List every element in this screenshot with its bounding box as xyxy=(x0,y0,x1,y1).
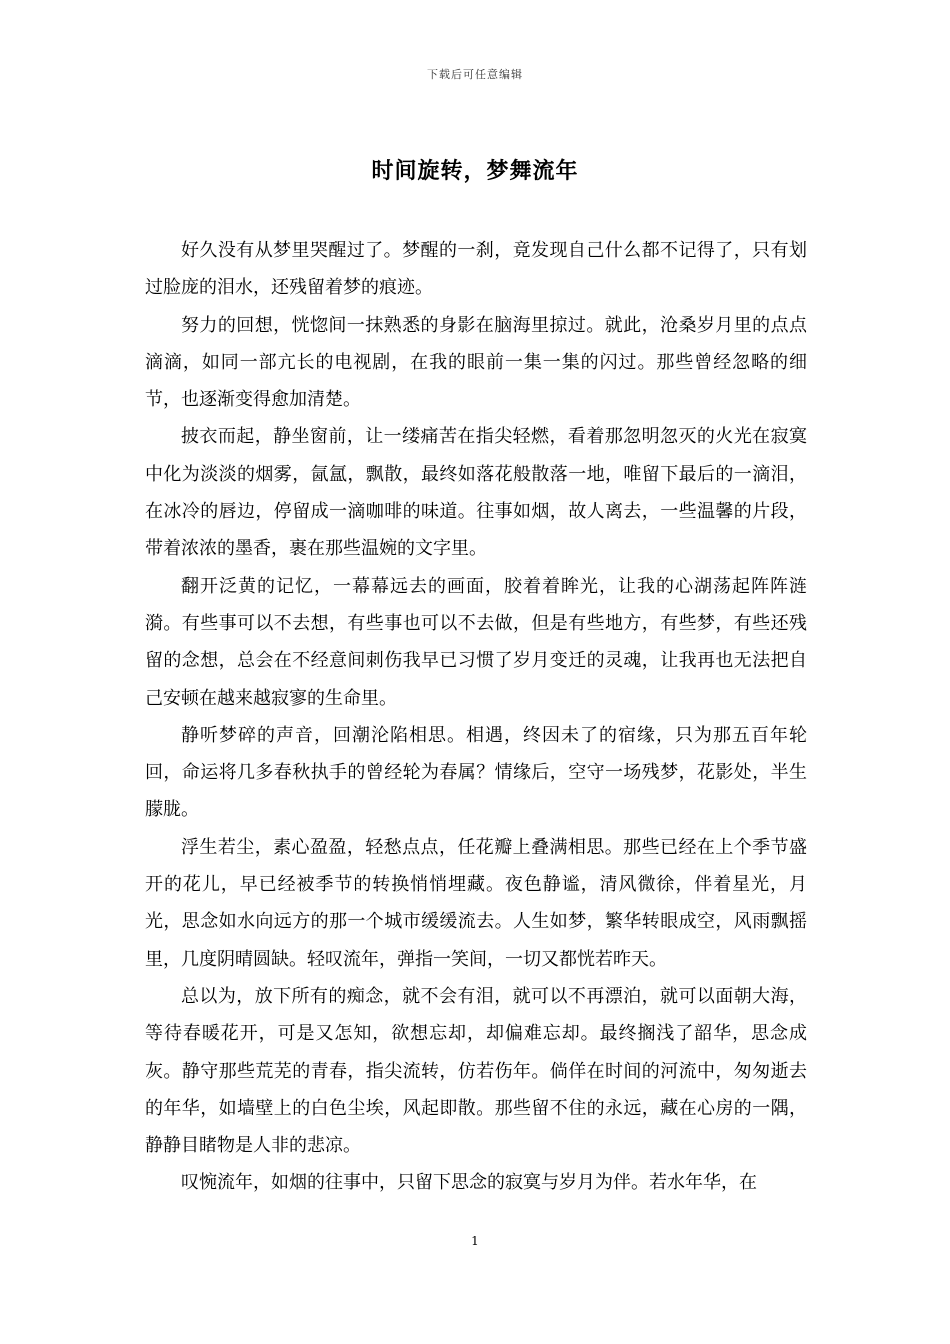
page-header: 下载后可任意编辑 xyxy=(427,68,523,81)
paragraph: 披衣而起，静坐窗前，让一缕痛苦在指尖轻燃，看着那忽明忽灭的火光在寂寞中化为淡淡的烟雾，氤氲，飘散，最终如落花般散落一地，唯留下最后的一滴泪，在冰冷的唇边，停留成一滴咖啡的味道。往事如烟，故人离去，一些温馨的片段，带着浓浓的墨香，裹在那些温婉的文字里。 xyxy=(145,426,807,560)
article-title: 时间旋转，梦舞流年 xyxy=(371,158,579,184)
paragraph: 叹惋流年，如烟的往事中，只留下思念的寂寞与岁月为伴。若水年华，在 xyxy=(181,1172,757,1194)
paragraph: 浮生若尘，素心盈盈，轻愁点点，任花瓣上叠满相思。那些已经在上个季节盛开的花儿，早已经被季节的转换悄悄埋藏。夜色静谧，清风微徐，伴着星光，月光，思念如水向远方的那一个城市缓缓流去。人生如梦，繁华转眼成空，风雨飘摇里，几度阴晴圆缺。轻叹流年，弹指一笑间，一切又都恍若昨天。 xyxy=(145,836,807,970)
paragraph: 翻开泛黄的记忆，一幕幕远去的画面，胶着着眸光，让我的心湖荡起阵阵涟漪。有些事可以不去想，有些事也可以不去做，但是有些地方，有些梦，有些还残留的念想，总会在不经意间刺伤我早已习惯了岁月变迁的灵魂，让我再也无法把自己安顿在越来越寂寥的生命里。 xyxy=(145,575,807,709)
paragraph: 努力的回想，恍惚间一抹熟悉的身影在脑海里掠过。就此，沧桑岁月里的点点滴滴，如同一部亢长的电视剧，在我的眼前一集一集的闪过。那些曾经忽略的细节，也逐渐变得愈加清楚。 xyxy=(145,314,807,411)
paragraph: 总以为，放下所有的痴念，就不会有泪，就可以不再漂泊，就可以面朝大海，等待春暖花开，可是又怎知，欲想忘却，却偏难忘却。最终搁浅了韶华，思念成灰。静守那些荒芜的青春，指尖流转，仿若伤年。倘佯在时间的河流中，匆匆逝去的年华，如墙壁上的白色尘埃，风起即散。那些留不住的永远，藏在心房的一隅，静静目睹物是人非的悲凉。 xyxy=(145,985,807,1157)
article-body xyxy=(145,232,807,1202)
page-number: 1 xyxy=(471,1234,479,1248)
paragraph: 好久没有从梦里哭醒过了。梦醒的一刹，竟发现自己什么都不记得了，只有划过脸庞的泪水，还残留着梦的痕迹。 xyxy=(145,240,807,299)
paragraph: 静听梦碎的声音，回潮沦陷相思。相遇，终因未了的宿缘，只为那五百年轮回，命运将几多春秋执手的曾经轮为春属？情缘后，空守一场残梦，花影处，半生朦胧。 xyxy=(145,724,807,821)
